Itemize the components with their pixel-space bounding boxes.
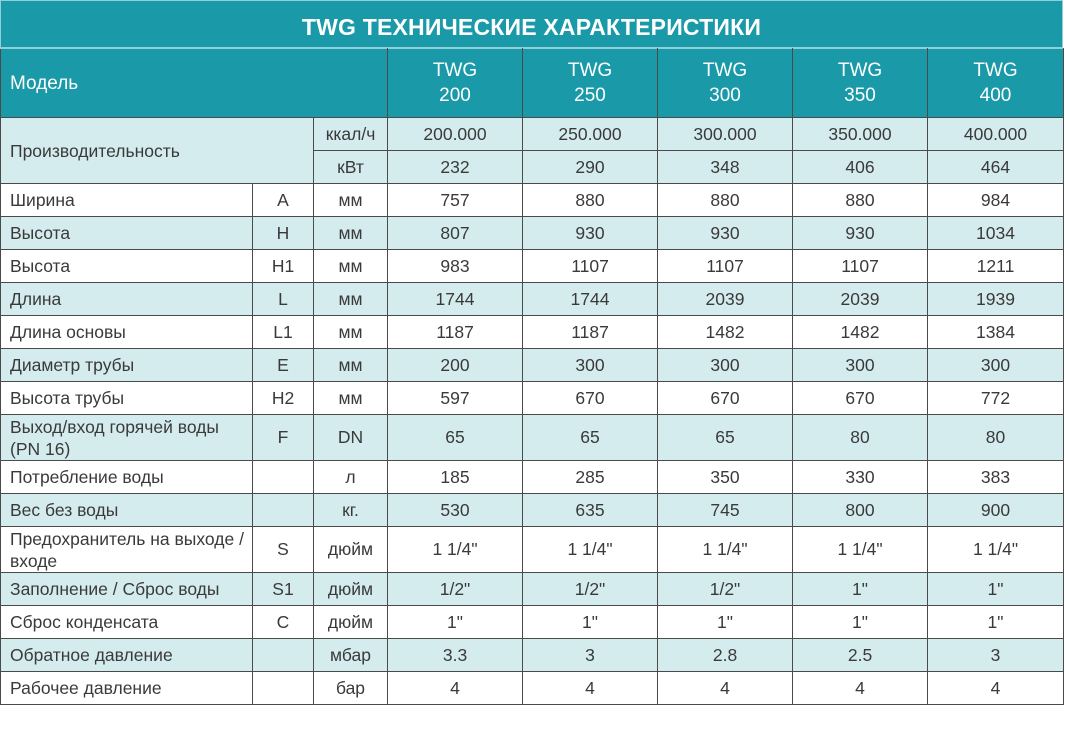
value-cell: 1/2" xyxy=(523,573,658,606)
table-row xyxy=(1,527,1064,573)
model-header: TWG 350 xyxy=(793,49,928,118)
unit-cell: бар xyxy=(314,672,388,705)
model-header: TWG 400 xyxy=(928,49,1064,118)
value-cell: 350 xyxy=(658,461,793,494)
value-cell: 930 xyxy=(523,217,658,250)
value-cell: 406 xyxy=(793,151,928,184)
value-cell: 1384 xyxy=(928,316,1064,349)
value-cell: 2.5 xyxy=(793,639,928,672)
value-cell: 4 xyxy=(928,672,1064,705)
table-row xyxy=(1,118,1064,151)
code-cell: S xyxy=(253,527,314,573)
model-label: Модель xyxy=(1,49,388,118)
value-cell: 1" xyxy=(388,606,523,639)
value-cell: 745 xyxy=(658,494,793,527)
unit-cell: кВт xyxy=(314,151,388,184)
code-cell: L1 xyxy=(253,316,314,349)
row-label: Предохранитель на выходе / входе xyxy=(1,527,253,573)
model-header: TWG 300 xyxy=(658,49,793,118)
table-row xyxy=(1,415,1064,461)
value-cell: 880 xyxy=(793,184,928,217)
value-cell: 1 1/4" xyxy=(523,527,658,573)
unit-cell: мм xyxy=(314,349,388,382)
table-title: TWG ТЕХНИЧЕСКИЕ ХАРАКТЕРИСТИКИ xyxy=(0,0,1063,48)
value-cell: 1" xyxy=(658,606,793,639)
value-cell: 3 xyxy=(523,639,658,672)
row-label: Длина основы xyxy=(1,316,253,349)
value-cell: 80 xyxy=(793,415,928,461)
row-label: Высота трубы xyxy=(1,382,253,415)
value-cell: 4 xyxy=(388,672,523,705)
unit-cell: л xyxy=(314,461,388,494)
table-row xyxy=(1,184,1064,217)
table-row xyxy=(1,316,1064,349)
value-cell: 1107 xyxy=(793,250,928,283)
unit-cell: кг. xyxy=(314,494,388,527)
table-row xyxy=(1,349,1064,382)
value-cell: 900 xyxy=(928,494,1064,527)
code-cell: H2 xyxy=(253,382,314,415)
value-cell: 464 xyxy=(928,151,1064,184)
value-cell: 65 xyxy=(658,415,793,461)
value-cell: 300 xyxy=(928,349,1064,382)
value-cell: 200 xyxy=(388,349,523,382)
value-cell: 1187 xyxy=(388,316,523,349)
value-cell: 1107 xyxy=(523,250,658,283)
value-cell: 1211 xyxy=(928,250,1064,283)
value-cell: 670 xyxy=(658,382,793,415)
value-cell: 1744 xyxy=(388,283,523,316)
value-cell: 1482 xyxy=(658,316,793,349)
value-cell: 3 xyxy=(928,639,1064,672)
unit-cell: дюйм xyxy=(314,606,388,639)
value-cell: 772 xyxy=(928,382,1064,415)
unit-cell: ккал/ч xyxy=(314,118,388,151)
table-row xyxy=(1,639,1064,672)
capacity-label: Производительность xyxy=(1,118,314,184)
value-cell: 635 xyxy=(523,494,658,527)
value-cell: 1" xyxy=(793,606,928,639)
value-cell: 290 xyxy=(523,151,658,184)
value-cell: 1482 xyxy=(793,316,928,349)
code-cell: F xyxy=(253,415,314,461)
row-label: Сброс конденсата xyxy=(1,606,253,639)
code-cell: E xyxy=(253,349,314,382)
unit-cell: DN xyxy=(314,415,388,461)
value-cell: 880 xyxy=(658,184,793,217)
unit-cell: мм xyxy=(314,184,388,217)
value-cell: 1" xyxy=(793,573,928,606)
value-cell: 807 xyxy=(388,217,523,250)
value-cell: 1034 xyxy=(928,217,1064,250)
spec-rows xyxy=(1,184,1064,705)
unit-cell: мбар xyxy=(314,639,388,672)
code-cell: L xyxy=(253,283,314,316)
row-label: Вес без воды xyxy=(1,494,253,527)
value-cell: 2039 xyxy=(658,283,793,316)
value-cell: 1" xyxy=(523,606,658,639)
table-row xyxy=(1,494,1064,527)
row-label: Длина xyxy=(1,283,253,316)
value-cell: 65 xyxy=(388,415,523,461)
model-header: TWG 250 xyxy=(523,49,658,118)
unit-cell: мм xyxy=(314,316,388,349)
value-cell: 983 xyxy=(388,250,523,283)
value-cell: 2.8 xyxy=(658,639,793,672)
value-cell: 984 xyxy=(928,184,1064,217)
value-cell: 232 xyxy=(388,151,523,184)
row-label: Выход/вход горячей воды (PN 16) xyxy=(1,415,253,461)
value-cell: 300 xyxy=(523,349,658,382)
value-cell: 300 xyxy=(793,349,928,382)
value-cell: 4 xyxy=(658,672,793,705)
value-cell: 1/2" xyxy=(658,573,793,606)
unit-cell: мм xyxy=(314,382,388,415)
code-cell xyxy=(253,672,314,705)
header-row xyxy=(1,49,1064,118)
table-row xyxy=(1,573,1064,606)
value-cell: 300 xyxy=(658,349,793,382)
row-label: Ширина xyxy=(1,184,253,217)
unit-cell: дюйм xyxy=(314,527,388,573)
table-row xyxy=(1,217,1064,250)
value-cell: 1" xyxy=(928,573,1064,606)
value-cell: 4 xyxy=(523,672,658,705)
value-cell: 1 1/4" xyxy=(388,527,523,573)
value-cell: 800 xyxy=(793,494,928,527)
value-cell: 930 xyxy=(793,217,928,250)
value-cell: 757 xyxy=(388,184,523,217)
value-cell: 4 xyxy=(793,672,928,705)
value-cell: 3.3 xyxy=(388,639,523,672)
value-cell: 383 xyxy=(928,461,1064,494)
value-cell: 880 xyxy=(523,184,658,217)
unit-cell: мм xyxy=(314,250,388,283)
value-cell: 80 xyxy=(928,415,1064,461)
code-cell: S1 xyxy=(253,573,314,606)
value-cell: 1744 xyxy=(523,283,658,316)
table-row xyxy=(1,283,1064,316)
value-cell: 250.000 xyxy=(523,118,658,151)
code-cell xyxy=(253,461,314,494)
value-cell: 670 xyxy=(523,382,658,415)
value-cell: 530 xyxy=(388,494,523,527)
value-cell: 65 xyxy=(523,415,658,461)
value-cell: 2039 xyxy=(793,283,928,316)
value-cell: 1107 xyxy=(658,250,793,283)
row-label: Высота xyxy=(1,250,253,283)
model-header: TWG 200 xyxy=(388,49,523,118)
value-cell: 930 xyxy=(658,217,793,250)
value-cell: 330 xyxy=(793,461,928,494)
value-cell: 400.000 xyxy=(928,118,1064,151)
value-cell: 1/2" xyxy=(388,573,523,606)
row-label: Потребление воды xyxy=(1,461,253,494)
code-cell: H xyxy=(253,217,314,250)
table-row xyxy=(1,672,1064,705)
table-row xyxy=(1,606,1064,639)
spec-table xyxy=(0,48,1064,705)
value-cell: 1187 xyxy=(523,316,658,349)
code-cell: H1 xyxy=(253,250,314,283)
value-cell: 300.000 xyxy=(658,118,793,151)
value-cell: 1 1/4" xyxy=(658,527,793,573)
row-label: Рабочее давление xyxy=(1,672,253,705)
code-cell xyxy=(253,494,314,527)
value-cell: 285 xyxy=(523,461,658,494)
value-cell: 185 xyxy=(388,461,523,494)
value-cell: 1 1/4" xyxy=(928,527,1064,573)
row-label: Диаметр трубы xyxy=(1,349,253,382)
table-row xyxy=(1,250,1064,283)
value-cell: 597 xyxy=(388,382,523,415)
value-cell: 348 xyxy=(658,151,793,184)
row-label: Высота xyxy=(1,217,253,250)
table-row xyxy=(1,382,1064,415)
unit-cell: мм xyxy=(314,217,388,250)
value-cell: 1 1/4" xyxy=(793,527,928,573)
code-cell: A xyxy=(253,184,314,217)
value-cell: 1" xyxy=(928,606,1064,639)
code-cell: C xyxy=(253,606,314,639)
value-cell: 670 xyxy=(793,382,928,415)
unit-cell: дюйм xyxy=(314,573,388,606)
value-cell: 200.000 xyxy=(388,118,523,151)
value-cell: 1939 xyxy=(928,283,1064,316)
value-cell: 350.000 xyxy=(793,118,928,151)
code-cell xyxy=(253,639,314,672)
unit-cell: мм xyxy=(314,283,388,316)
row-label: Заполнение / Сброс воды xyxy=(1,573,253,606)
row-label: Обратное давление xyxy=(1,639,253,672)
table-row xyxy=(1,461,1064,494)
